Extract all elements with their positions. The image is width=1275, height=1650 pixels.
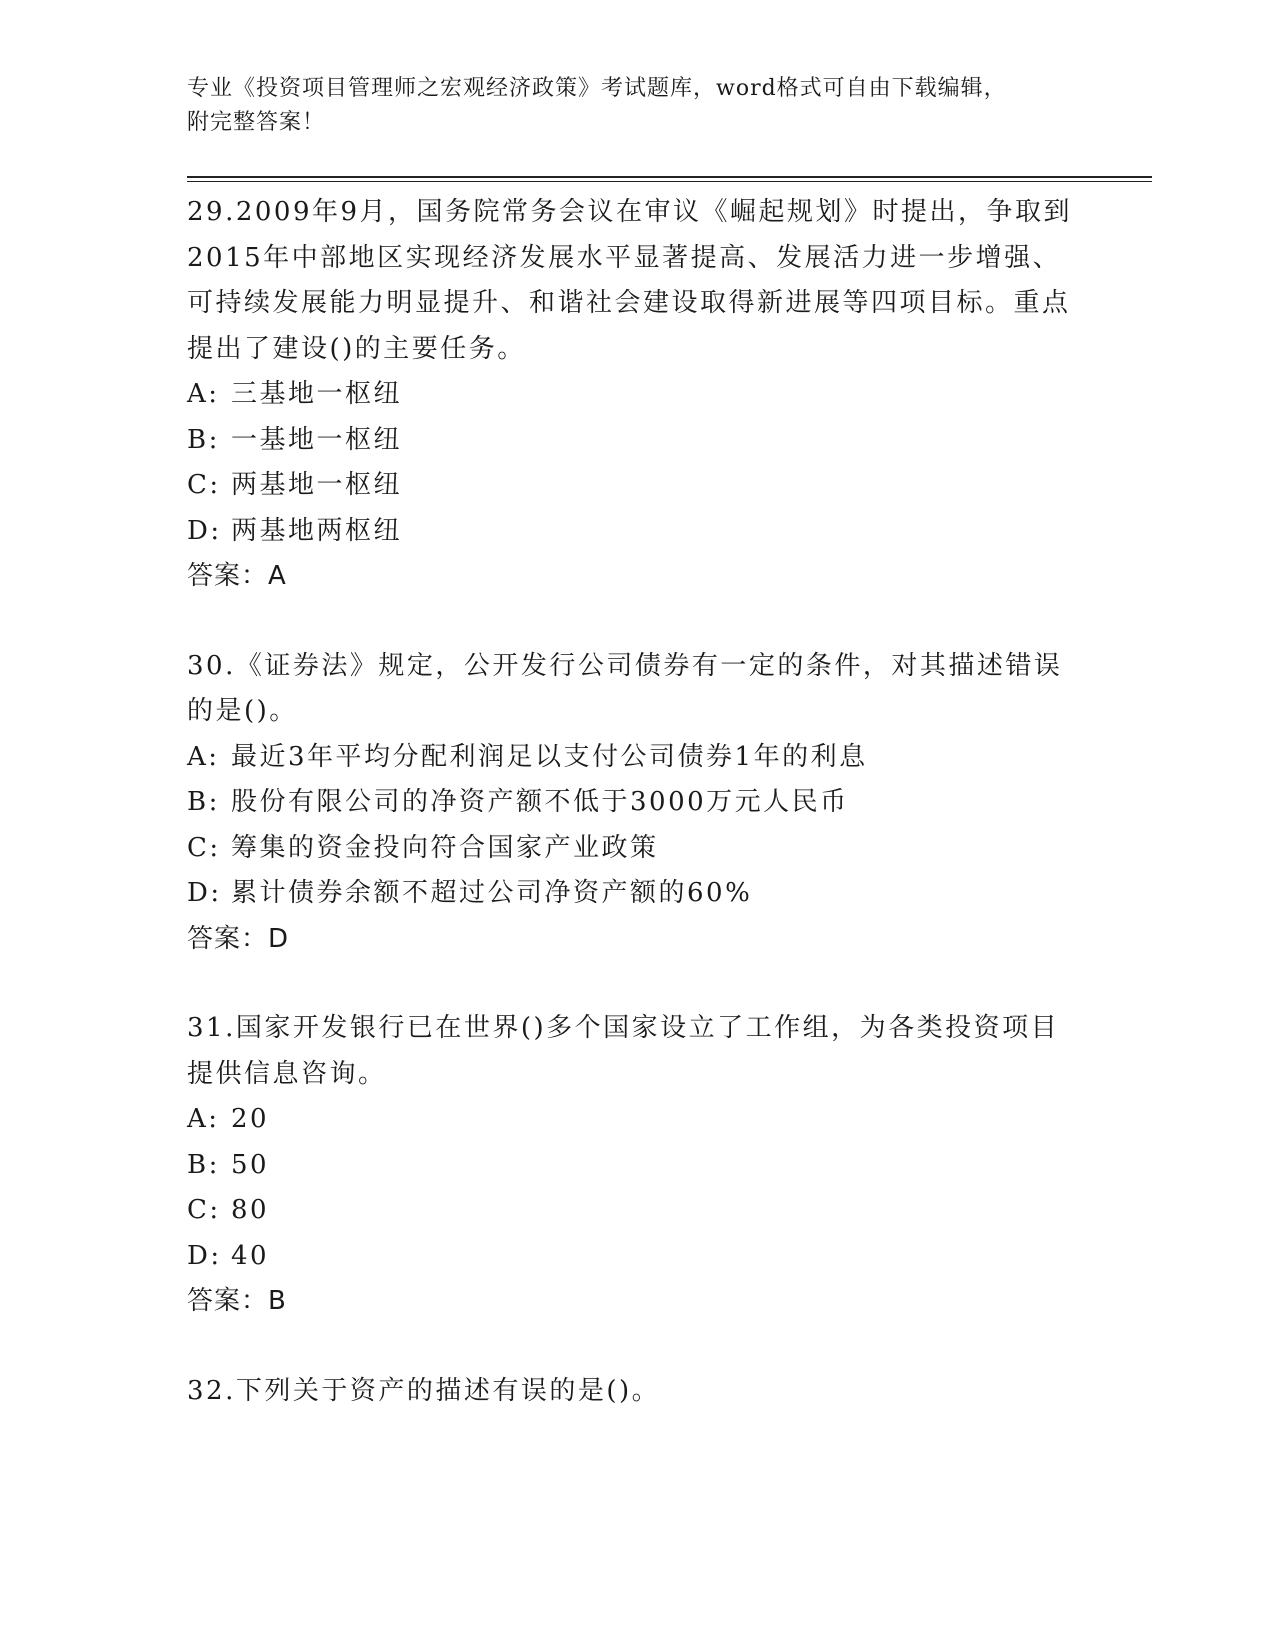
option-letter: D: <box>187 515 222 546</box>
question-stem: 32.下列关于资产的描述有误的是()。 <box>187 1375 661 1406</box>
option-text: 两基地两枢纽 <box>231 515 403 546</box>
answer-line <box>187 917 1152 963</box>
option-letter: A: <box>187 1104 220 1134</box>
option-letter: A: <box>187 379 220 409</box>
option-b <box>187 1143 1152 1189</box>
option-text: 20 <box>231 1104 270 1134</box>
answer-line <box>187 1279 1152 1325</box>
option-letter: C: <box>187 832 221 863</box>
option-text: 股份有限公司的净资产额不低于3000万元人民币 <box>231 787 849 817</box>
document-page <box>187 0 1152 1650</box>
option-a <box>187 372 1152 418</box>
answer-value: B <box>268 1286 287 1316</box>
option-text: 40 <box>231 1240 270 1271</box>
option-letter: C: <box>187 470 221 500</box>
option-c <box>187 1188 1152 1234</box>
option-text: 累计债券余额不超过公司净资产额的60% <box>231 878 753 908</box>
option-text: 50 <box>231 1149 270 1180</box>
option-letter: D: <box>187 1240 222 1271</box>
question-stem: 29.2009年9月，国务院常务会议在审议《崛起规划》时提出，争取到2015年中部地区实现经济发展水平显著提高、发展活力进一步增强、可持续发展能力明显提升、和谐社会建设取得新进展等四项目标。重点提出了建设()的主要任务。 <box>187 197 1073 364</box>
answer-label: 答案： <box>187 923 269 954</box>
option-letter: D: <box>187 878 222 908</box>
option-text: 筹集的资金投向符合国家产业政策 <box>231 832 659 863</box>
option-c <box>187 826 1152 872</box>
option-text: 一基地一枢纽 <box>231 424 403 455</box>
option-text: 三基地一枢纽 <box>231 379 403 409</box>
option-letter: C: <box>187 1195 221 1225</box>
question-list <box>187 190 1152 1458</box>
option-b <box>187 780 1152 826</box>
answer-label: 答案： <box>187 561 269 591</box>
option-letter: A: <box>187 741 220 772</box>
header-divider-thick <box>187 176 1152 178</box>
option-letter: B: <box>187 424 220 455</box>
answer-label: 答案： <box>187 1286 269 1316</box>
answer-line <box>187 554 1152 600</box>
question-30 <box>187 644 1152 963</box>
question-29 <box>187 190 1152 600</box>
option-a <box>187 735 1152 781</box>
option-d <box>187 509 1152 555</box>
option-d <box>187 871 1152 917</box>
question-stem: 30.《证券法》规定，公开发行公司债券有一定的条件，对其描述错误的是()。 <box>187 650 1063 726</box>
option-text: 最近3年平均分配利润足以支付公司债券1年的利息 <box>231 741 868 772</box>
answer-value: D <box>268 923 290 954</box>
option-letter: B: <box>187 1149 220 1180</box>
question-31 <box>187 1006 1152 1325</box>
option-d <box>187 1234 1152 1280</box>
option-c <box>187 463 1152 509</box>
question-stem: 31.国家开发银行已在世界()多个国家设立了工作组，为各类投资项目提供信息咨询。 <box>187 1013 1060 1089</box>
option-text: 80 <box>231 1195 270 1225</box>
document-header: 专业《投资项目管理师之宏观经济政策》考试题库，word格式可自由下载编辑， 附完整答案！ <box>187 76 1007 135</box>
option-letter: B: <box>187 787 220 817</box>
question-32 <box>187 1369 1152 1415</box>
option-b <box>187 418 1152 464</box>
option-a <box>187 1097 1152 1143</box>
option-text: 两基地一枢纽 <box>231 470 403 500</box>
header-divider-thin <box>187 181 1152 182</box>
answer-value: A <box>268 561 287 591</box>
